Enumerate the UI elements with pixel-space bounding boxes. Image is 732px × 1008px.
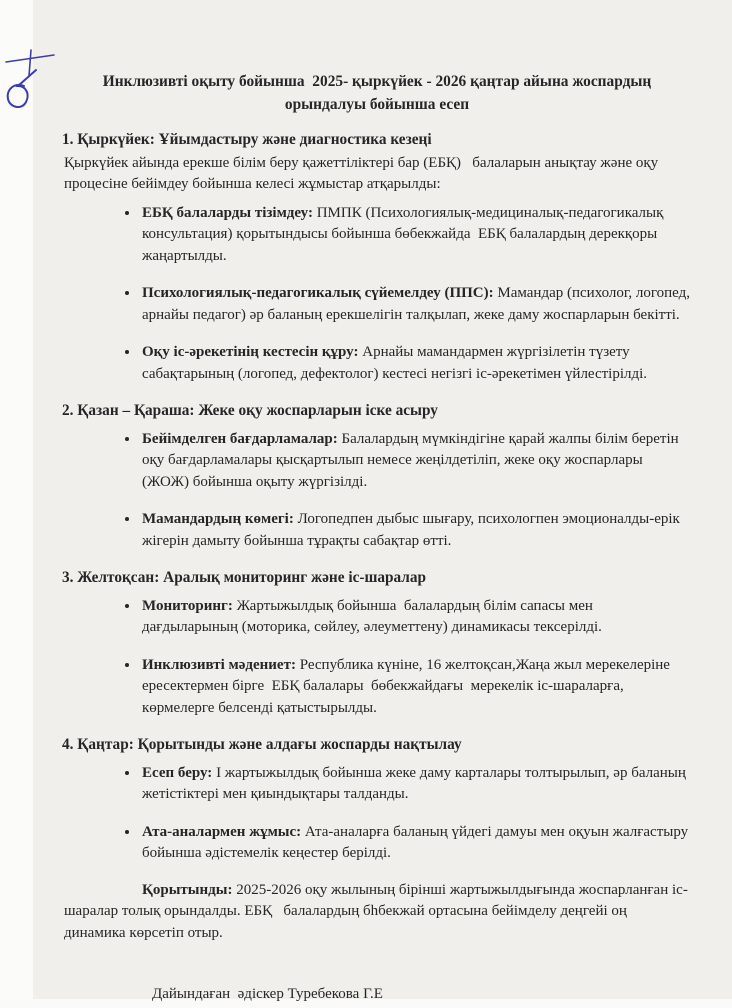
bullet-text: Республика күніне, 16 желтоқсан,Жаңа жыл мерекелеріне ересектермен бірге ЕБҚ балалары бөбекжайдағы мерекелік іс-шараларға, көрмелерге белсенді қатыстырылды. xyxy=(142,656,674,716)
section-heading: 4. Қаңтар: Қорытынды және алдағы жоспарды нақтылау xyxy=(62,736,462,753)
section-heading: 3. Желтоқсан: Аралық мониторинг және іс-шаралар xyxy=(62,569,427,586)
bullet-text: І жартыжылдық бойынша жеке даму карталары толтырылып, әр баланың жетістіктері мен қиындықтары талданды. xyxy=(142,764,690,802)
bullet-item xyxy=(140,341,690,385)
document-title-line2: орындалуы бойынша есеп xyxy=(284,96,470,113)
bullet-item xyxy=(140,508,690,552)
bullet-item xyxy=(140,654,690,720)
bullet-item xyxy=(140,428,690,494)
conclusion-paragraph xyxy=(64,880,690,945)
section-intro: Қыркүйек айында ерекше білім беру қажеттіліктері бар (ЕБҚ) балаларын анықтау және оқу процесіне бейімдеу бойынша келесі жұмыстар атқарылды: xyxy=(64,154,662,192)
section-september xyxy=(62,129,694,385)
bullet-item xyxy=(140,595,690,639)
bullet-label: Мониторинг: xyxy=(142,597,233,614)
bullet-item xyxy=(140,762,690,806)
bullet-list xyxy=(64,202,694,386)
bullet-label: Есеп беру: xyxy=(142,764,213,781)
section-january xyxy=(64,734,690,865)
bullet-text: Мамандар (психолог, логопед, арнайы педагог) әр баланың ерекшелігін талқылап, жеке даму жоспарларын бекітті. xyxy=(142,285,694,323)
bullet-label: Бейімделген бағдарламалар: xyxy=(142,430,338,447)
section-october-november xyxy=(64,400,690,552)
bullet-text: Ата-аналарға баланың үйдегі дамуы мен оқуын жалғастыру бойынша әдістемелік кеңестер берілді. xyxy=(142,823,692,861)
bullet-list xyxy=(64,595,690,720)
document-title-line1: Инклюзивті оқыту бойынша 2025- қыркүйек - 2026 қаңтар айына жоспардың xyxy=(102,73,652,90)
bullet-item xyxy=(140,821,690,865)
bullet-label: Мамандардың көмегі: xyxy=(142,511,294,527)
bullet-text: Жартыжылдық бойынша балалардың білім сапасы мен дағдыларының (моторика, сөйлеу, әлеуметтену) динамикасы тексерілді. xyxy=(142,597,602,635)
bullet-text: Арнайы мамандармен жүргізілетін түзету сабақтарының (логопед, дефектолог) кестесі негізгі іс-әрекетімен үйлестірілді. xyxy=(142,344,648,382)
bullet-list xyxy=(64,762,690,865)
prepared-by-line: Дайындаған әдіскер Туребекова Г.Е xyxy=(152,986,383,1002)
bullet-label: Инклюзивті мәдениет: xyxy=(142,656,296,673)
bullet-text: Балалардың мүмкіндігіне қарай жалпы білім беретін оқу бағдарламалары қысқартылып немесе жеңілдетіліп, жеке оқу жоспарлары (ЖОЖ) бойынша оқыту жүргізілді. xyxy=(142,430,683,490)
bullet-item xyxy=(140,282,694,326)
conclusion-text: 2025-2026 оқу жылының бірінші жартыжылдығында жоспарланған іс-шаралар толық орындалды. ЕБҚ балалардың бһбекжай ортасына бейімделу деңгейі оң динамика көрсетіп отыр. xyxy=(64,881,688,941)
bullet-label: Психологиялық-педагогикалық сүйемелдеу (ППС): xyxy=(142,285,494,301)
bullet-text: ПМПК (Психологиялық-медициналық-педагогикалық консультация) қорытындысы бойынша бөбекжайда ЕБҚ балалардың дерекқоры жаңартылды. xyxy=(142,204,668,264)
section-heading: 2. Қазан – Қараша: Жеке оқу жоспарларын іске асыру xyxy=(62,402,438,419)
bullet-label: ЕБҚ балаларды тізімдеу: xyxy=(142,204,313,221)
bullet-label: Ата-аналармен жұмыс: xyxy=(142,823,302,840)
bullet-item xyxy=(140,202,690,268)
conclusion-label: Қорытынды: xyxy=(142,881,233,898)
document-title xyxy=(64,70,690,116)
bullet-label: Оқу іс-әрекетінің кестесін құру: xyxy=(142,344,359,360)
section-december xyxy=(64,567,690,719)
section-heading: 1. Қыркүйек: Ұйымдастыру және диагностика кезеңі xyxy=(62,131,432,148)
bullet-list xyxy=(64,428,690,553)
bullet-text: Логопедпен дыбыс шығару, психологпен эмоционалды-ерік жігерін дамыту бойынша тұрақты сабақтар өтті. xyxy=(142,511,684,549)
